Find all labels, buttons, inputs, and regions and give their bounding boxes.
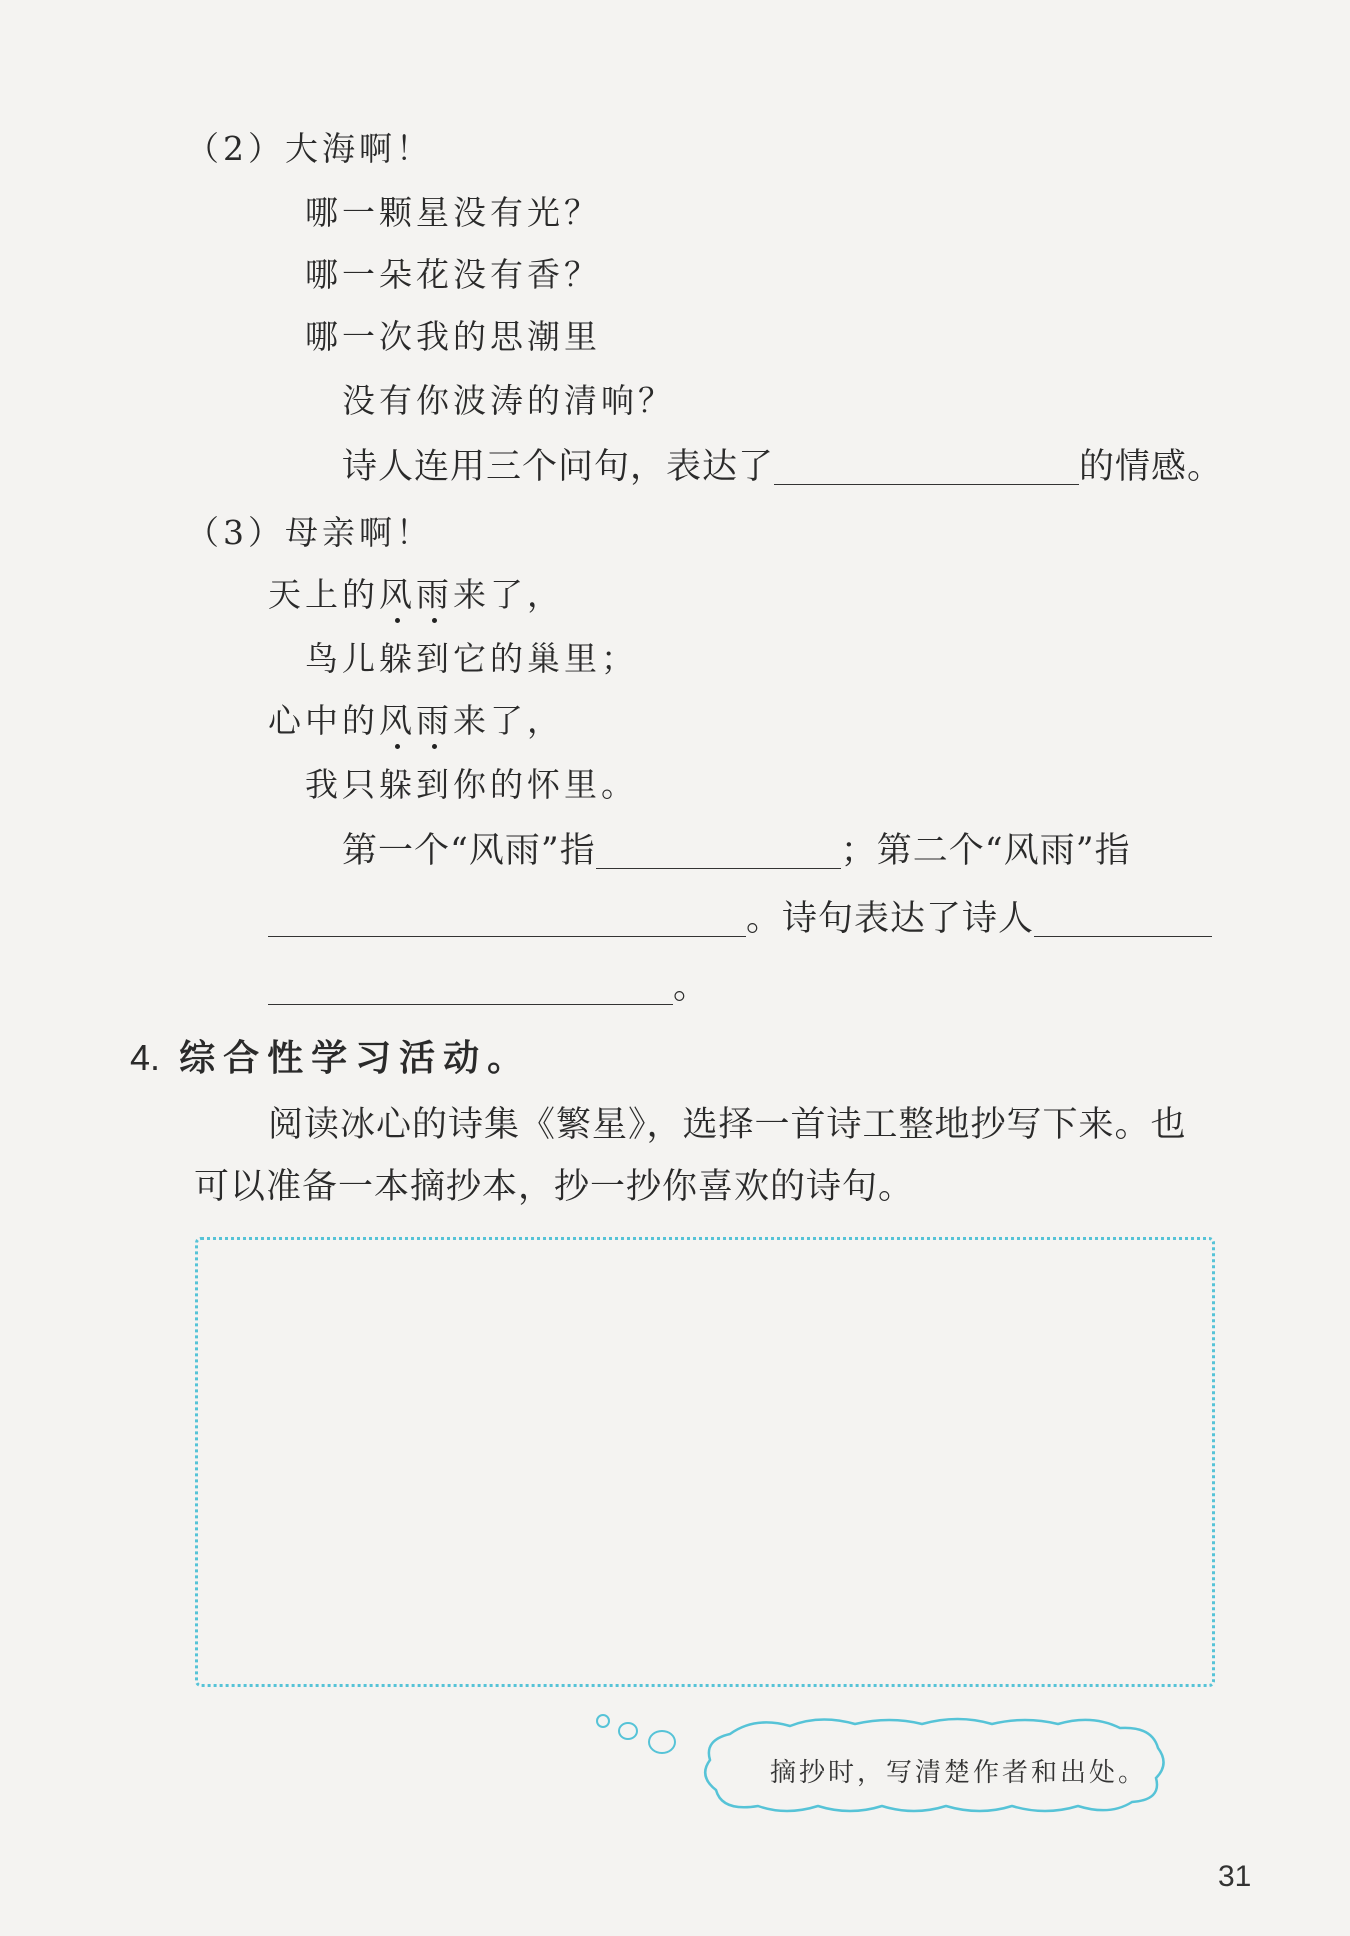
q3-title: 母亲啊！ [285,513,433,552]
q4-heading [130,1037,532,1079]
q3-prompt-2: ；第二个“风雨”指 [840,831,1131,871]
q3-poem-line-1 [268,575,564,614]
q3-line3-start: 心中的 [268,701,379,740]
tip-text: 摘抄时，写清楚作者和出处。 [770,1758,1148,1788]
q4-instruction-line-2: 可以准备一本摘抄本，抄一抄你喜欢的诗句。 [194,1167,915,1207]
q3-prompt-end: 。 [673,967,710,1007]
q3-prompt-1: 第一个“风雨”指 [342,831,596,871]
emphasis-char: 雨 [416,701,453,740]
q3-header [186,513,433,552]
emphasis-char: 风 [379,701,416,740]
q3-line1-start: 天上的 [268,575,379,614]
q3-label: （3） [186,513,285,552]
q3-poem-line-3 [268,701,564,740]
page-number: 31 [1218,1860,1252,1893]
q4-number: 4. [130,1037,161,1078]
q4-title-end: 。 [487,1038,532,1079]
q2-prompt-text: 诗人连用三个问句，表达了 [342,447,775,487]
q4-title: 综合性学习活动 [179,1038,488,1079]
q2-poem-line-3: 哪一次我的思潮里 [305,317,601,356]
q2-poem-line-1: 哪一颗星没有光？ [305,193,601,232]
thought-dot-small [596,1714,610,1728]
q3-prompt-3: 。诗句表达了诗人 [746,899,1035,939]
thought-dot-medium [618,1722,638,1740]
q3-poem-line-2: 鸟儿躲到它的巢里； [305,639,638,678]
q2-title: 大海啊！ [285,129,433,168]
thought-dot-large [648,1730,676,1754]
q3-answer-blank-1[interactable] [596,838,841,869]
q3-line1-end: 来了， [453,575,564,614]
q3-poem-line-4: 我只躲到你的怀里。 [305,765,638,804]
q3-answer-blank-3[interactable] [1034,906,1212,937]
q3-prompt-line-2 [268,899,1212,939]
copy-writing-box[interactable] [195,1237,1215,1687]
q4-instruction-line-1: 阅读冰心的诗集《繁星》，选择一首诗工整地抄写下来。也 [268,1105,1187,1145]
q2-poem-line-4: 没有你波涛的清响？ [342,381,675,420]
q3-line3-end: 来了， [453,701,564,740]
q2-prompt-end: 的情感。 [1079,447,1224,487]
q3-prompt-line-3 [268,967,710,1007]
q2-poem-line-2: 哪一朵花没有香？ [305,255,601,294]
q2-prompt [342,447,1224,487]
q3-prompt-line-1 [342,831,1131,871]
emphasis-char: 雨 [416,575,453,614]
q2-label: （2） [186,129,285,168]
q3-answer-blank-4[interactable] [268,974,673,1005]
q2-answer-blank[interactable] [774,454,1079,485]
emphasis-char: 风 [379,575,416,614]
q3-answer-blank-2[interactable] [268,906,746,937]
q2-header [186,129,433,168]
